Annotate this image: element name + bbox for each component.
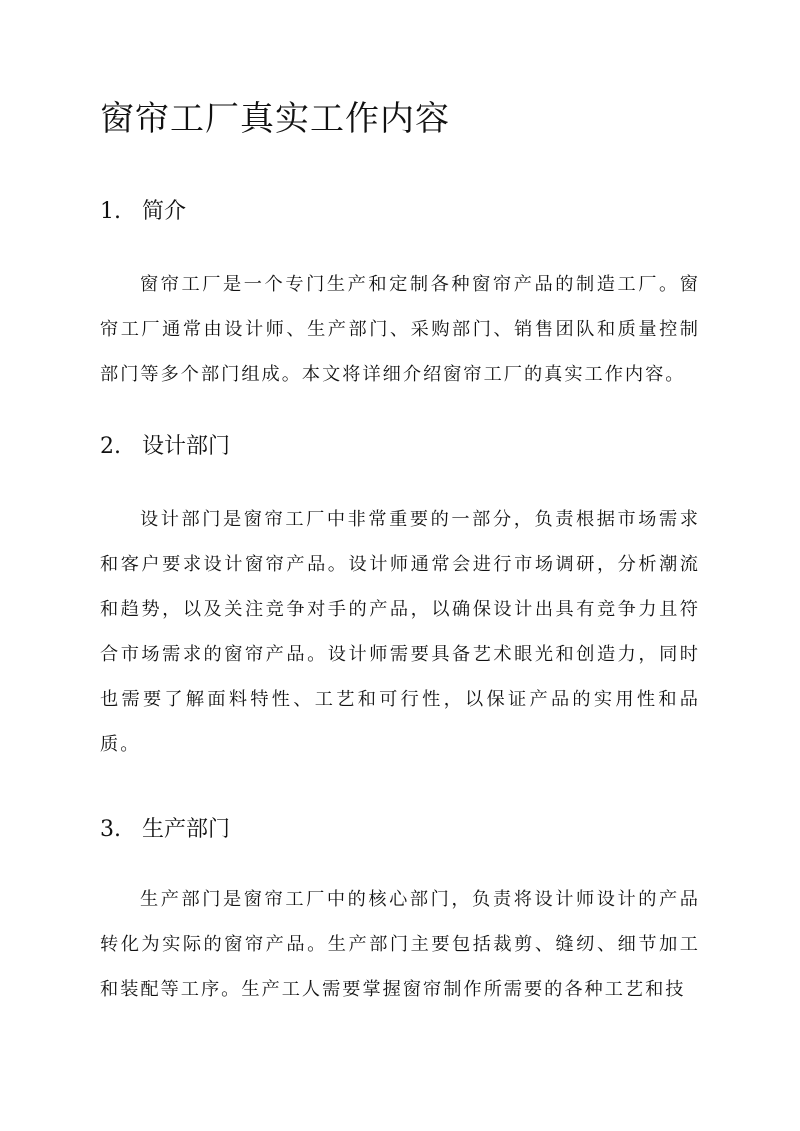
- section-number: 3.: [100, 817, 121, 842]
- section-title: 简介: [142, 199, 187, 224]
- section-title: 生产部门: [142, 817, 231, 842]
- section-number: 2.: [100, 434, 121, 459]
- section-paragraph-design: 设计部门是窗帘工厂中非常重要的一部分，负责根据市场需求和客户要求设计窗帘产品。设计师通常会进行市场调研，分析潮流和趋势，以及关注竞争对手的产品，以确保设计出具有竞争力且符合市场需求的窗帘产品。设计师需要具备艺术眼光和创造力，同时也需要了解面料特性、工艺和可行性，以保证产品的实用性和品质。: [100, 509, 700, 755]
- section-paragraph-production: 生产部门是窗帘工厂中的核心部门，负责将设计师设计的产品转化为实际的窗帘产品。生产部门主要包括裁剪、缝纫、细节加工和装配等工序。生产工人需要掌握窗帘制作所需要的各种工艺和技: [100, 889, 700, 1000]
- section-paragraph-intro: 窗帘工厂是一个专门生产和定制各种窗帘产品的制造工厂。窗帘工厂通常由设计师、生产部门、采购部门、销售团队和质量控制部门等多个部门组成。本文将详细介绍窗帘工厂的真实工作内容。: [100, 274, 700, 385]
- section-heading-design: [100, 432, 700, 462]
- section-heading-intro: [100, 197, 700, 227]
- section-heading-production: [100, 815, 700, 845]
- section-title: 设计部门: [142, 434, 231, 459]
- document-title: 窗帘工厂真实工作内容: [100, 99, 450, 139]
- section-number: 1.: [100, 199, 121, 224]
